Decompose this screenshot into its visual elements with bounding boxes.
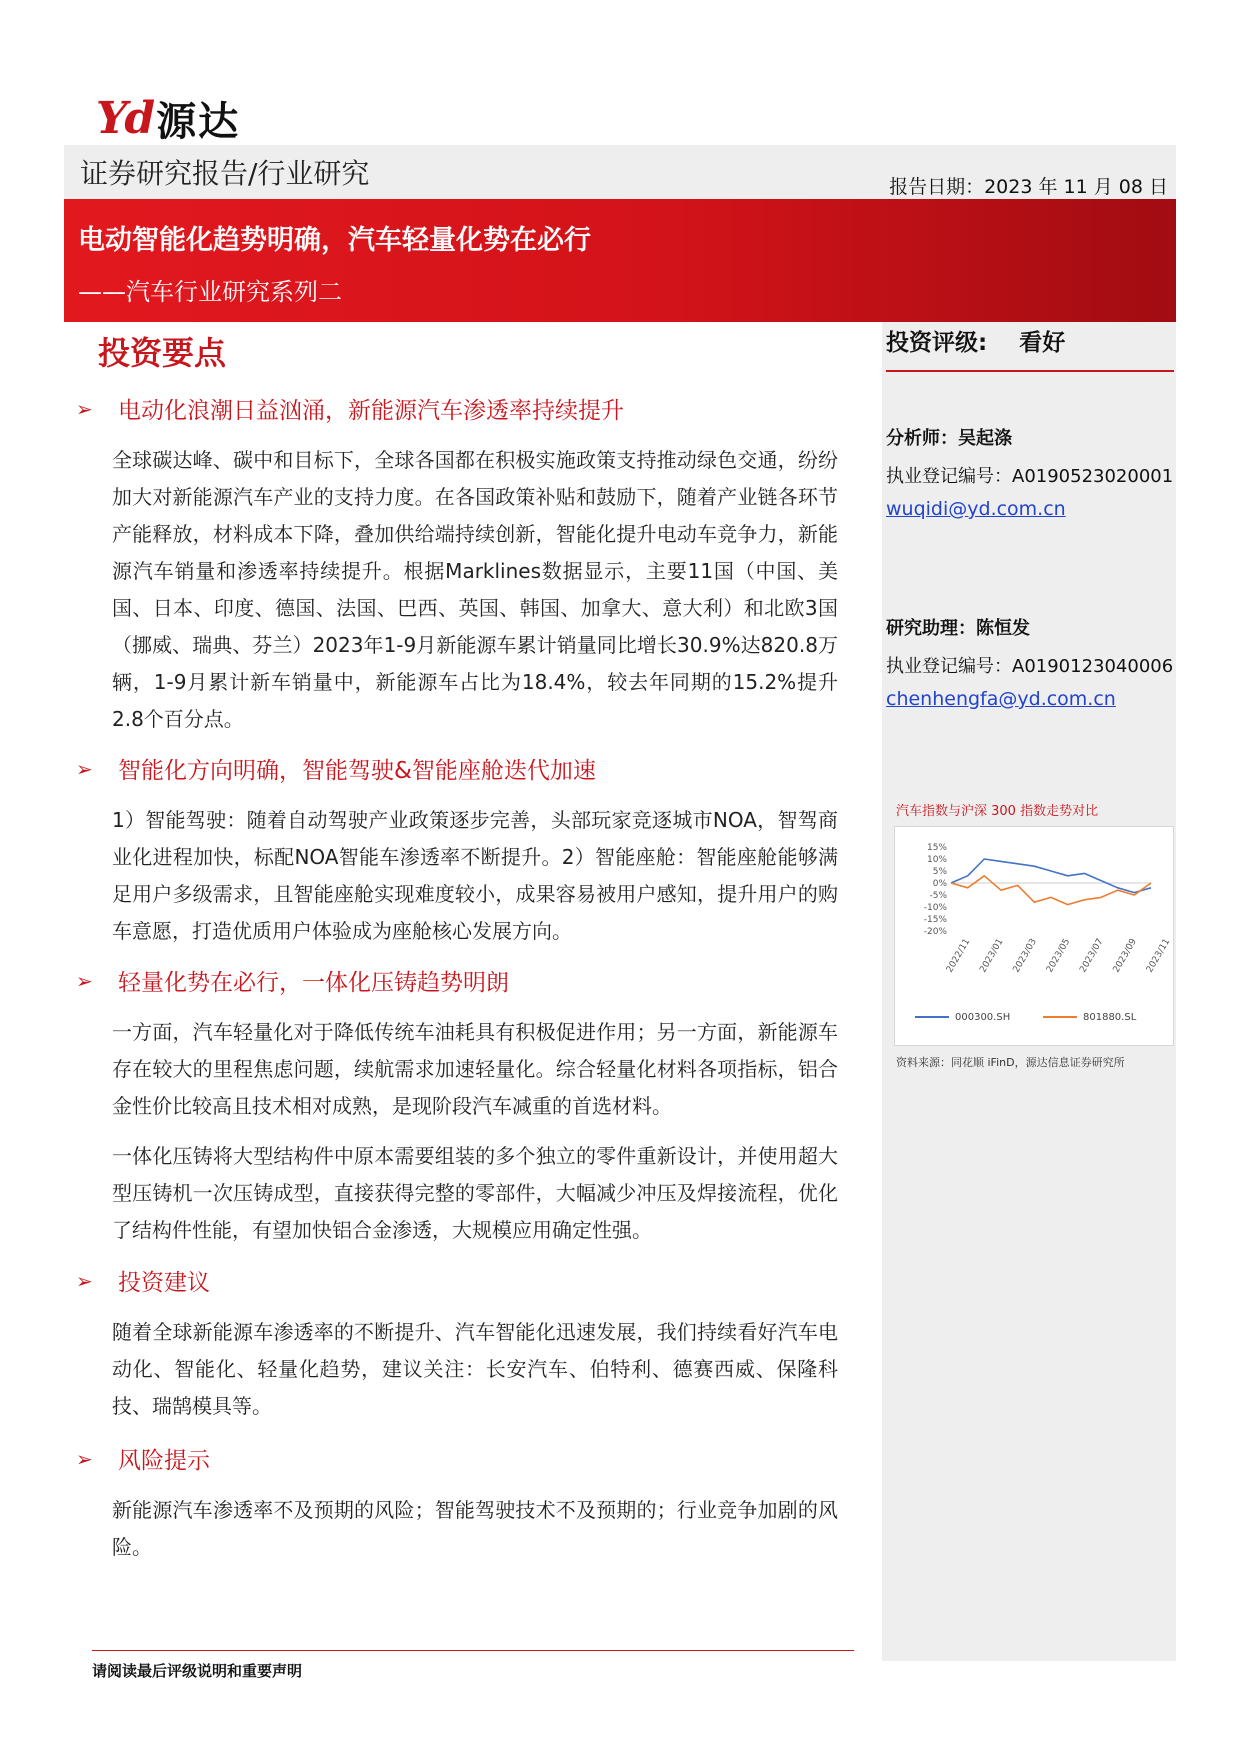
report-subtitle: ——汽车行业研究系列二 (78, 278, 342, 306)
rating-label: 投资评级: (886, 330, 988, 356)
paragraph: 一体化压铸将大型结构件中原本需要组装的多个独立的零件重新设计，并使用超大型压铸机一次压铸成型，直接获得完整的零部件，大幅减少冲压及焊接流程，优化了结构件性能，有望加快铝合金渗透，大规模应用确定性强。 (112, 1144, 838, 1242)
assistant-registration (886, 652, 1173, 678)
research-assistant (886, 614, 1030, 640)
footer-disclaimer: 请阅读最后评级说明和重要声明 (92, 1662, 303, 1680)
report-title: 电动智能化趋势明确，汽车轻量化势在必行 (78, 225, 591, 256)
index-trend-chart (894, 826, 1174, 1046)
x-tick-label: 2023/07 (1078, 937, 1106, 975)
x-tick-label: 2023/11 (1144, 937, 1173, 975)
x-tick-label: 2022/11 (944, 937, 973, 975)
paragraph: 随着全球新能源车渗透率的不断提升、汽车智能化迅速发展，我们持续看好汽车电动化、智能化、轻量化趋势，建议关注：长安汽车、伯特利、德赛西威、保隆科技、瑞鹄模具等。 (112, 1320, 838, 1418)
analyst-reg-label: 执业登记编号： (886, 466, 1012, 487)
series-line-801880.SL (951, 876, 1151, 905)
chart-source: 资料来源：同花顺 iFinD，源达信息证券研究所 (896, 1056, 1125, 1069)
paragraph: 一方面，汽车轻量化对于降低传统车油耗具有积极促进作用；另一方面，新能源车存在较大的里程焦虑问题，续航需求加速轻量化。综合轻量化材料各项指标，铝合金性价比较高且技术相对成熟，是现阶段汽车减重的首选材料。 (112, 1020, 838, 1118)
logo-mark: Yd (96, 92, 153, 144)
report-type: 证券研究报告/行业研究 (80, 157, 370, 190)
bullet-4 (76, 1264, 210, 1297)
analyst-name: 吴起涤 (958, 428, 1012, 449)
bullet-heading: 轻量化势在必行，一体化压铸趋势明朗 (118, 970, 509, 996)
y-tick-label: -20% (923, 927, 947, 937)
bullet-2 (76, 752, 596, 785)
y-tick-label: 10% (926, 855, 947, 865)
bullet-5 (76, 1442, 210, 1475)
bullet-heading: 投资建议 (118, 1270, 210, 1296)
analyst (886, 424, 1012, 450)
bullet-3 (76, 964, 509, 997)
footer-divider (92, 1650, 854, 1651)
report-date-value: 2023 年 11 月 08 日 (984, 176, 1168, 198)
assistant-reg-number: A0190123040006 (1012, 656, 1174, 677)
chart-title: 汽车指数与沪深 300 指数走势对比 (896, 804, 1099, 819)
bullet-heading: 电动化浪潮日益汹涌，新能源汽车渗透率持续提升 (118, 398, 624, 424)
paragraph: 全球碳达峰、碳中和目标下，全球各国都在积极实施政策支持推动绿色交通，纷纷加大对新能源汽车产业的支持力度。在各国政策补贴和鼓励下，随着产业链各环节产能释放，材料成本下降，叠加供给端持续创新，智能化提升电动车竞争力，新能源汽车销量和渗透率持续提升。根据Marklines数据显示，主要11国（中国、美国、日本、印度、德国、法国、巴西、英国、韩国、加拿大、意大利）和北欧3国（挪威、瑞典、芬兰）2023年1-9月新能源车累计销量同比增长30.9%达820.8万辆，1-9月累计新车销量中，新能源车占比为18.4%，较去年同期的15.2%提升2.8个百分点。 (112, 448, 838, 731)
x-tick-label: 2023/03 (1011, 937, 1039, 975)
bullet-arrow-icon: ➢ (76, 756, 93, 781)
analyst-reg-number: A0190523020001 (1012, 466, 1174, 487)
section-heading: 投资要点 (98, 334, 227, 372)
paragraph: 新能源汽车渗透率不及预期的风险；智能驾驶技术不及预期的；行业竞争加剧的风险。 (112, 1498, 838, 1559)
report-date-label: 报告日期： (889, 176, 985, 198)
y-tick-label: -15% (923, 915, 947, 925)
bullet-heading: 风险提示 (118, 1448, 210, 1474)
investment-rating (886, 324, 1065, 357)
bullet-heading: 智能化方向明确，智能驾驶&智能座舱迭代加速 (118, 758, 596, 784)
y-tick-label: -5% (929, 891, 947, 901)
y-tick-label: -10% (923, 903, 947, 913)
bullet-arrow-icon: ➢ (76, 1446, 93, 1471)
report-date (889, 172, 1168, 199)
chart-svg (895, 827, 1173, 1045)
assistant-email-link[interactable]: chenhengfa@yd.com.cn (886, 688, 1116, 710)
assistant-label: 研究助理： (886, 618, 976, 639)
y-tick-label: 5% (932, 867, 947, 877)
analyst-label: 分析师： (886, 428, 958, 449)
legend-label: 801880.SL (1083, 1012, 1137, 1023)
x-tick-label: 2023/01 (978, 937, 1006, 975)
analyst-registration (886, 462, 1173, 488)
bullet-arrow-icon: ➢ (76, 968, 93, 993)
y-tick-label: 0% (932, 879, 947, 889)
analyst-email-link[interactable]: wuqidi@yd.com.cn (886, 498, 1066, 520)
bullet-1 (76, 392, 624, 425)
rating-divider (886, 370, 1174, 372)
y-tick-label: 15% (926, 843, 947, 853)
assistant-name: 陈恒发 (976, 618, 1030, 639)
x-tick-label: 2023/09 (1111, 937, 1139, 975)
paragraph: 1）智能驾驶：随着自动驾驶产业政策逐步完善，头部玩家竞逐城市NOA，智驾商业化进程加快，标配NOA智能车渗透率不断提升。2）智能座舱：智能座舱能够满足用户多级需求，且智能座舱实现难度较小，成果容易被用户感知，提升用户的购车意愿，打造优质用户体验成为座舱核心发展方向。 (112, 808, 838, 943)
logo-text: 源达 (156, 98, 241, 145)
series-line-000300.SH (951, 859, 1151, 893)
legend-label: 000300.SH (955, 1012, 1011, 1023)
rating-value: 看好 (1019, 330, 1066, 356)
x-tick-label: 2023/05 (1044, 937, 1073, 975)
bullet-arrow-icon: ➢ (76, 1268, 93, 1293)
bullet-arrow-icon: ➢ (76, 396, 93, 421)
assistant-reg-label: 执业登记编号： (886, 656, 1012, 677)
company-logo (96, 92, 241, 145)
